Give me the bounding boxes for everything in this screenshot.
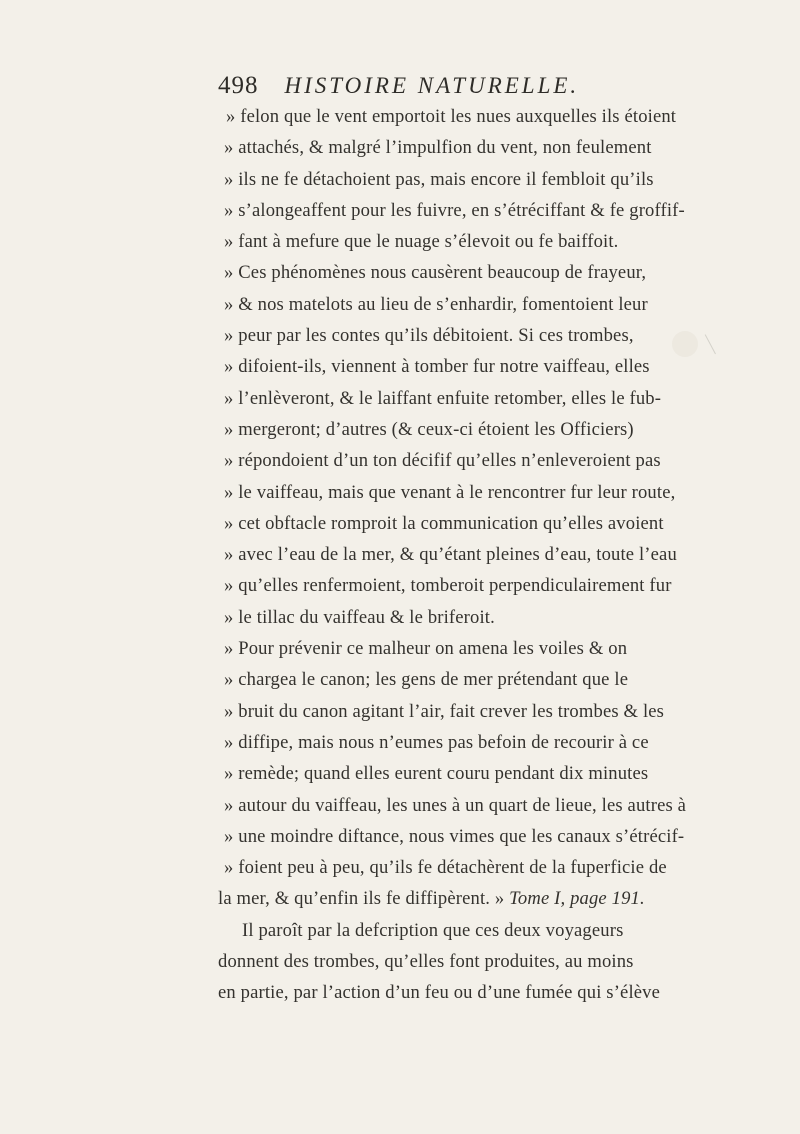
text-line: » difoient-ils, viennent à tomber fur notre vaiffeau, elles <box>224 356 650 378</box>
text-line: » Pour prévenir ce malheur on amena les voiles & on <box>224 638 628 660</box>
text-line: » le vaiffeau, mais que venant à le rencontrer fur leur route, <box>224 481 676 503</box>
text-line: » peur par les contes qu’ils débitoient. Si ces trombes, <box>224 325 634 347</box>
text-line: » l’enlèveront, & le laiffant enfuite retomber, elles le fub- <box>224 387 662 409</box>
text-line: » mergeront; d’autres (& ceux-ci étoient les Officiers) <box>224 418 634 440</box>
text-line: » foient peu à peu, qu’ils fe détachèrent de la fuperficie de <box>224 857 667 879</box>
text-line: » avec l’eau de la mer, & qu’étant pleines d’eau, toute l’eau <box>224 544 677 566</box>
page-number: 498 <box>218 72 259 99</box>
text-line: » chargea le canon; les gens de mer prétendant que le <box>224 669 629 691</box>
body-text <box>218 101 740 1009</box>
text-line-with-citation <box>218 883 740 914</box>
text-line: » qu’elles renfermoient, tomberoit perpendiculairement fur <box>224 575 672 597</box>
text-line: » diffipe, mais nous n’eumes pas befoin de recourir à ce <box>224 731 649 753</box>
text-line: » remède; quand elles eurent couru pendant dix minutes <box>224 763 649 785</box>
text-line: Il paroît par la defcription que ces deux voyageurs <box>242 919 624 941</box>
text-fragment: la mer, & qu’enfin ils fe diffipèrent. » <box>218 888 505 910</box>
text-line: » cet obftacle romproit la communication qu’elles avoient <box>224 512 664 534</box>
text-line: » attachés, & malgré l’impulfion du vent, non feulement <box>224 137 652 159</box>
text-line: » fant à mefure que le nuage s’élevoit ou fe baiffoit. <box>224 231 619 253</box>
text-line: donnent des trombes, qu’elles font produites, au moins <box>218 951 634 973</box>
text-line: » répondoient d’un ton décifif qu’elles n’enleveroient pas <box>224 450 661 472</box>
text-line: » bruit du canon agitant l’air, fait crever les trombes & les <box>224 700 665 722</box>
text-line: » s’alongeaffent pour les fuivre, en s’étréciffant & fe groffif- <box>224 199 685 221</box>
text-line: » ils ne fe détachoient pas, mais encore il fembloit qu’ils <box>224 168 654 190</box>
text-line: » Ces phénomènes nous causèrent beaucoup de frayeur, <box>224 262 647 284</box>
text-line: en partie, par l’action d’un feu ou d’une fumée qui s’élève <box>218 982 661 1004</box>
text-line: » felon que le vent emportoit les nues auxquelles ils étoient <box>226 106 677 127</box>
text-line: » autour du vaiffeau, les unes à un quart de lieue, les autres à <box>224 794 687 816</box>
text-line: » une moindre diftance, nous vimes que les canaux s’étrécif- <box>224 825 685 847</box>
citation: Tome I, page 191. <box>509 888 645 910</box>
running-title: HISTOIRE NATURELLE. <box>284 73 580 98</box>
text-line: » le tillac du vaiffeau & le briferoit. <box>224 606 495 628</box>
text-line: » & nos matelots au lieu de s’enhardir, fomentoient leur <box>224 293 648 315</box>
